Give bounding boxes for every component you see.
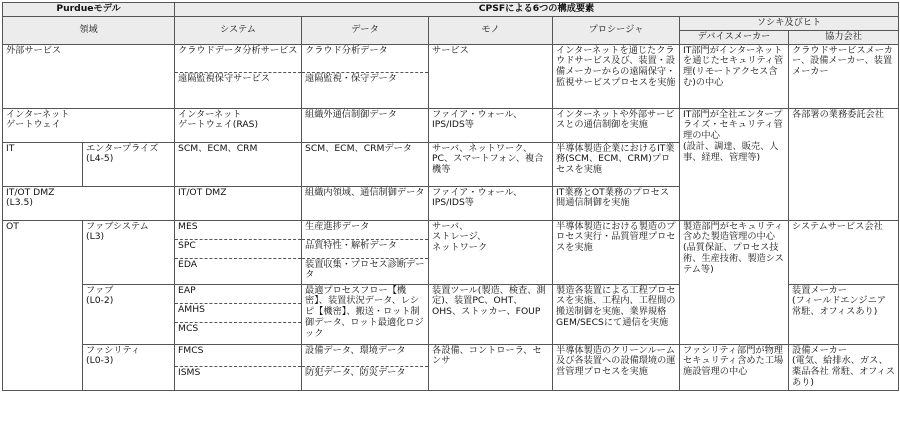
gaibu-system-2: 遠隔監視保守サービス <box>175 72 302 108</box>
gaibu-mono: サービス <box>429 44 553 108</box>
gaibu-device-maker: IT部門がインターネットを通じたセキュリティ管理(リモートアクセス含む)の中心 <box>680 44 789 108</box>
facility-partner: 設備メーカー (電気、給排水、ガス、薬品各社 常駐、オフィスあり) <box>789 344 899 390</box>
ryoiki-header: 領域 <box>3 16 175 44</box>
cpsf-header: CPSFによる6つの構成要素 <box>175 3 899 17</box>
fab-system-1: EAP <box>175 284 302 303</box>
it-mono: サーバ、ネットワーク、PC、スマートフォン、複合機等 <box>429 142 553 186</box>
inet-procedure: インターネットや外部サービスとの通信制御を実施 <box>553 108 680 142</box>
fabsys-procedure: 半導体製造における製造のプロセス実行・品質管理プロセスを実施 <box>553 220 680 284</box>
inet-device-maker: IT部門が全社エンタープライズ・セキュリティ管理の中心 (設計、調達、販売、人事、経理、管理等) <box>680 108 789 220</box>
partner-header: 協力会社 <box>789 30 899 44</box>
fab-data: 最適プロセスフロー【機密】、装置状況データ、レシピ【機密】、搬送・ロット制御データ、ロット最適化ロジック <box>302 284 429 344</box>
mono-header: モノ <box>429 16 553 44</box>
it-data: SCM、ECM、CRMデータ <box>302 142 429 186</box>
fab-system-2: AMHS <box>175 303 302 322</box>
inet-ryoiki: インターネット ゲートウェイ <box>3 108 175 142</box>
inet-system: インターネット ゲートウェイ(RAS) <box>175 108 302 142</box>
it-ryoiki: IT <box>3 142 83 186</box>
facility-data-1: 設備データ、環境データ <box>302 344 429 366</box>
system-header: システム <box>175 16 302 44</box>
it-procedure: 半導体製造企業におけるIT業務(SCM、ECM、CRM)プロセスを実施 <box>553 142 680 186</box>
facility-row-1 <box>3 344 899 366</box>
gaibu-ryoiki: 外部サービス <box>3 44 175 108</box>
facility-data-2: 防犯データ、防災データ <box>302 366 429 390</box>
gaibu-row-1 <box>3 44 899 72</box>
fab-partner: 装置メーカー (フィールドエンジニア常駐、オフィスあり) <box>789 284 899 344</box>
it-system: SCM、ECM、CRM <box>175 142 302 186</box>
fabsys-row-1 <box>3 220 899 239</box>
fabsys-system-2: SPC <box>175 239 302 258</box>
fabsys-partner: システムサービス会社 <box>789 220 899 284</box>
inet-data: 組織外通信制御データ <box>302 108 429 142</box>
facility-device-maker: ファシリティ部門が物理セキュリティ含めた工場施設管理の中心 <box>680 344 789 390</box>
header-row-1 <box>3 3 899 17</box>
gaibu-partner: クラウドサービスメーカー、設備メーカー、装置メーカー <box>789 44 899 108</box>
soshiki-header: ソシキ及びヒト <box>680 16 899 30</box>
device-maker-header: デバイスメーカー <box>680 30 789 44</box>
fabsys-device-maker: 製造部門がセキュリティ含めた製造管理の中心 (品質保証、プロセス技術、生産技術、製造システム等) <box>680 220 789 344</box>
facility-sub: ファシリティ (L0-3) <box>83 344 175 390</box>
fab-sub: ファブ (L0-2) <box>83 284 175 344</box>
dmz-mono: ファイア・ウォール、IPS/IDS等 <box>429 186 553 220</box>
gaibu-procedure: インターネットを通じたクラウドサービス及び、装置・設備メーカーからの遠隔保守・監視サービスプロセスを実施 <box>553 44 680 108</box>
procedure-header: プロシージャ <box>553 16 680 44</box>
fab-mono: 装置ツール(製造、検査、測定)、装置PC、OHT、OHS、ストッカー、FOUP <box>429 284 553 344</box>
facility-system-1: FMCS <box>175 344 302 366</box>
it-sub: エンタープライズ (L4-5) <box>83 142 175 186</box>
gaibu-system-1: クラウドデータ分析サービス <box>175 44 302 72</box>
fabsys-system-1: MES <box>175 220 302 239</box>
inet-mono: ファイア・ウォール、IPS/IDS等 <box>429 108 553 142</box>
fabsys-data-2: 品質特性・解析データ <box>302 239 429 258</box>
gaibu-data-1: クラウド分析データ <box>302 44 429 72</box>
inet-partner: 各部署の業務委託会社 <box>789 108 899 220</box>
purdue-header: Purdueモデル <box>3 3 175 17</box>
header-row-2 <box>3 16 899 30</box>
data-header: データ <box>302 16 429 44</box>
gaibu-data-2: 遠隔監視・保守データ <box>302 72 429 108</box>
dmz-ryoiki: IT/OT DMZ (L3.5) <box>3 186 175 220</box>
facility-mono: 各設備、コントローラ、センサ <box>429 344 553 390</box>
fabsys-mono: サーバ、 ストレージ、 ネットワーク <box>429 220 553 284</box>
dmz-data: 組織内領域、通信制御データ <box>302 186 429 220</box>
fabsys-data-3: 装置収集・プロセス診断データ <box>302 258 429 284</box>
facility-system-2: ISMS <box>175 366 302 390</box>
fabsys-data-1: 生産進捗データ <box>302 220 429 239</box>
fabsys-system-3: EDA <box>175 258 302 284</box>
fabsys-sub: ファブシステム (L3) <box>83 220 175 284</box>
inet-row <box>3 108 899 142</box>
fab-procedure: 製造各装置による工程プロセスを実施、工程内、工程間の搬送制御を実施、業界規格GEM/SECSにて通信を実施 <box>553 284 680 344</box>
fab-system-3: MCS <box>175 322 302 344</box>
ot-ryoiki: OT <box>3 220 83 390</box>
dmz-system: IT/OT DMZ <box>175 186 302 220</box>
dmz-procedure: IT業務とOT業務のプロセス間通信制御を実施 <box>553 186 680 220</box>
cpsf-purdue-table <box>2 2 899 391</box>
facility-procedure: 半導体製造のクリーンルーム及び各装置への設備環境の運営管理プロセスを実施 <box>553 344 680 390</box>
